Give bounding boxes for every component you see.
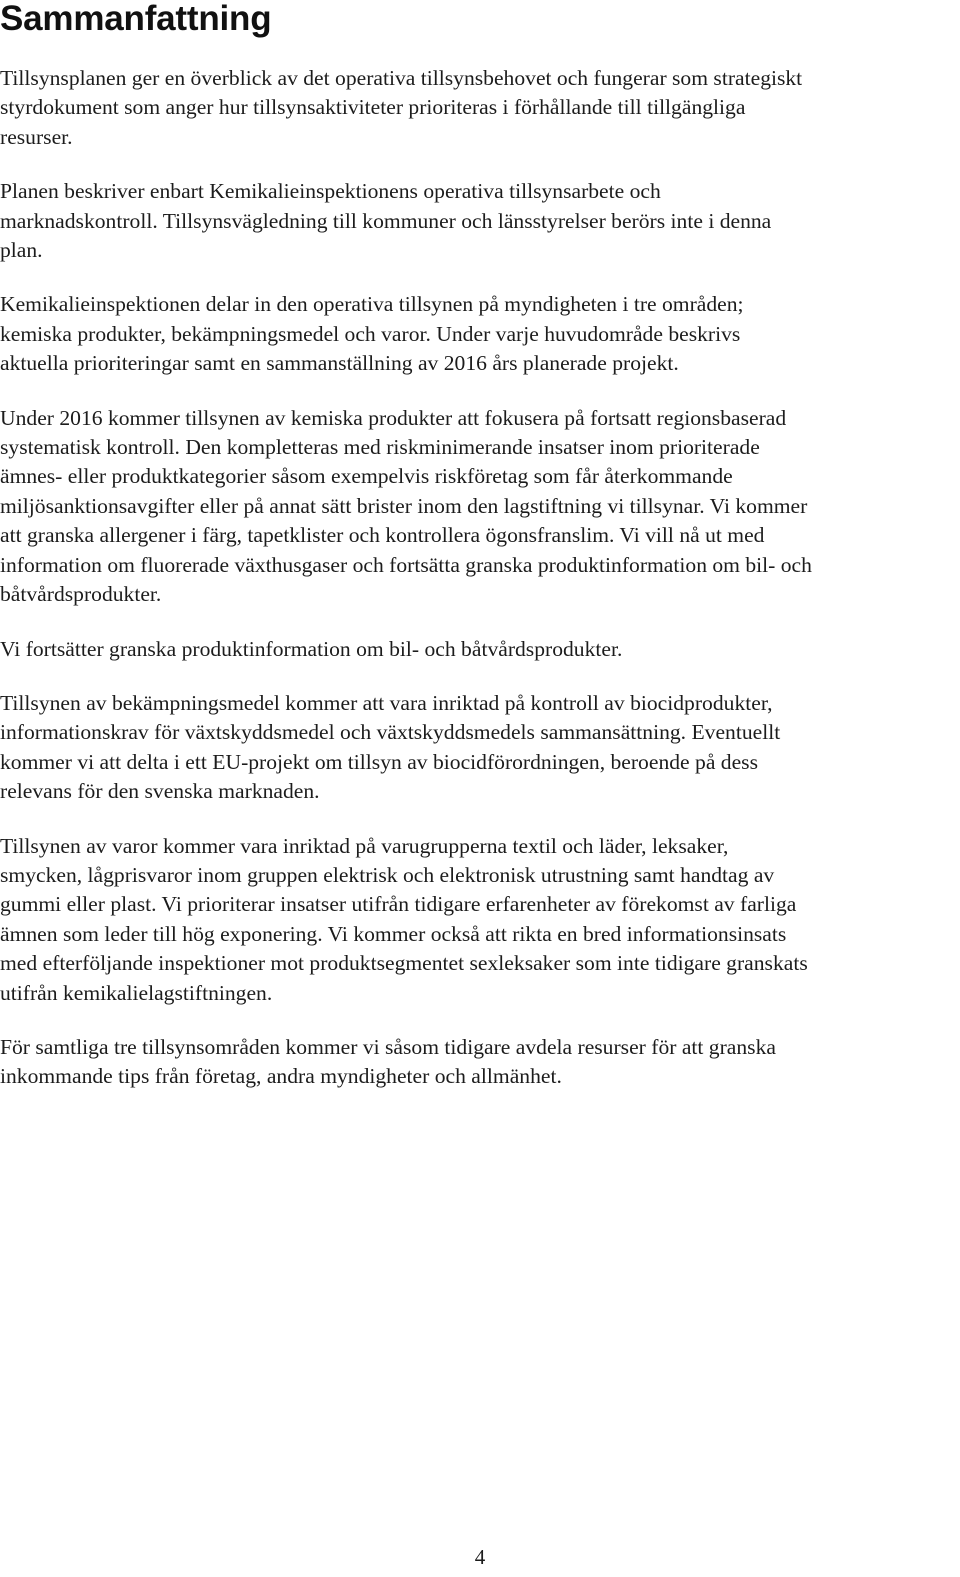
text-line: Tillsynsplanen ger en överblick av det operativa tillsynsbehovet och fungerar som strategiskt: [0, 66, 803, 90]
text-line: smycken, lågprisvaror inom gruppen elektrisk och elektronisk utrustning samt handtag av: [0, 862, 775, 887]
paragraph-areas: [0, 290, 958, 378]
text-line: att granska allergener i färg, tapetklister och kontrollera ögonsfranslim. Vi vill nå ut med: [0, 523, 765, 548]
page-title: Sammanfattning: [0, 0, 272, 38]
text-line: ämnes- eller produktkategorier såsom exempelvis riskföretag som får återkommande: [0, 464, 733, 489]
text-line: kemiska produkter, bekämpningsmedel och varor. Under varje huvudområde beskrivs: [0, 321, 741, 346]
paragraph-scope: [0, 177, 958, 265]
text-line: information om fluorerade växthusgaser och fortsätta granska produktinformation om bil- och: [0, 552, 812, 577]
text-line: med efterföljande inspektioner mot produktsegmentet sexleksaker som inte tidigare granskats: [0, 951, 808, 976]
text-line: plan.: [0, 238, 43, 263]
text-line: Kemikalieinspektionen delar in den operativa tillsynen på myndigheten i tre områden;: [0, 292, 744, 317]
text-line: inkommande tips från företag, andra myndigheter och allmänhet.: [0, 1064, 562, 1089]
summary-body: [0, 64, 958, 1117]
text-line: Tillsynen av varor kommer vara inriktad på varugrupperna textil och läder, leksaker,: [0, 833, 729, 858]
text-line: miljösanktionsavgifter eller på annat sätt brister inom den lagstiftning vi tillsynar. Vi kommer: [0, 493, 808, 518]
paragraph-chemical-products: [0, 404, 958, 610]
text-line: För samtliga tre tillsynsområden kommer vi såsom tidigare avdela resurser för att granska: [0, 1034, 776, 1059]
text-line: styrdokument som anger hur tillsynsaktiviteter prioriteras i förhållande till tillgängliga: [0, 95, 746, 120]
page-number: 4: [474, 1545, 486, 1569]
text-line: Planen beskriver enbart Kemikalieinspektionens operativa tillsynsarbete och: [0, 179, 661, 204]
text-line: utifrån kemikalielagstiftningen.: [0, 980, 273, 1005]
text-line: kommer vi att delta i ett EU-projekt om tillsyn av biocidförordningen, beroende på dess: [0, 749, 758, 774]
paragraph-car-boat-products: [0, 635, 958, 664]
text-line: aktuella prioriteringar samt en sammanställning av 2016 års planerade projekt.: [0, 351, 679, 376]
text-line: marknadskontroll. Tillsynsvägledning till kommuner och länsstyrelser berörs inte i denna: [0, 208, 772, 233]
paragraph-tips: [0, 1033, 958, 1092]
text-line: ämnen som leder till hög exponering. Vi kommer också att rikta en bred informationsinsats: [0, 921, 787, 946]
paragraph-articles: [0, 832, 958, 1008]
text-line: båtvårdsprodukter.: [0, 582, 162, 607]
text-line: resurser.: [0, 124, 73, 149]
paragraph-pesticides: [0, 689, 958, 807]
paragraph-intro: [0, 64, 958, 152]
text-line: gummi eller plast. Vi prioriterar insatser utifrån tidigare erfarenheter av förekomst av farliga: [0, 892, 797, 917]
text-line: relevans för den svenska marknaden.: [0, 779, 320, 804]
text-line: Vi fortsätter granska produktinformation om bil- och båtvårdsprodukter.: [0, 636, 623, 661]
text-line: Under 2016 kommer tillsynen av kemiska produkter att fokusera på fortsatt regionsbaserad: [0, 405, 787, 430]
text-line: systematisk kontroll. Den kompletteras med riskminimerande insatser inom prioriterade: [0, 435, 760, 460]
text-line: Tillsynen av bekämpningsmedel kommer att vara inriktad på kontroll av biocidprodukter,: [0, 690, 773, 715]
text-line: informationskrav för växtskyddsmedel och växtskyddsmedels sammansättning. Eventuellt: [0, 720, 781, 745]
